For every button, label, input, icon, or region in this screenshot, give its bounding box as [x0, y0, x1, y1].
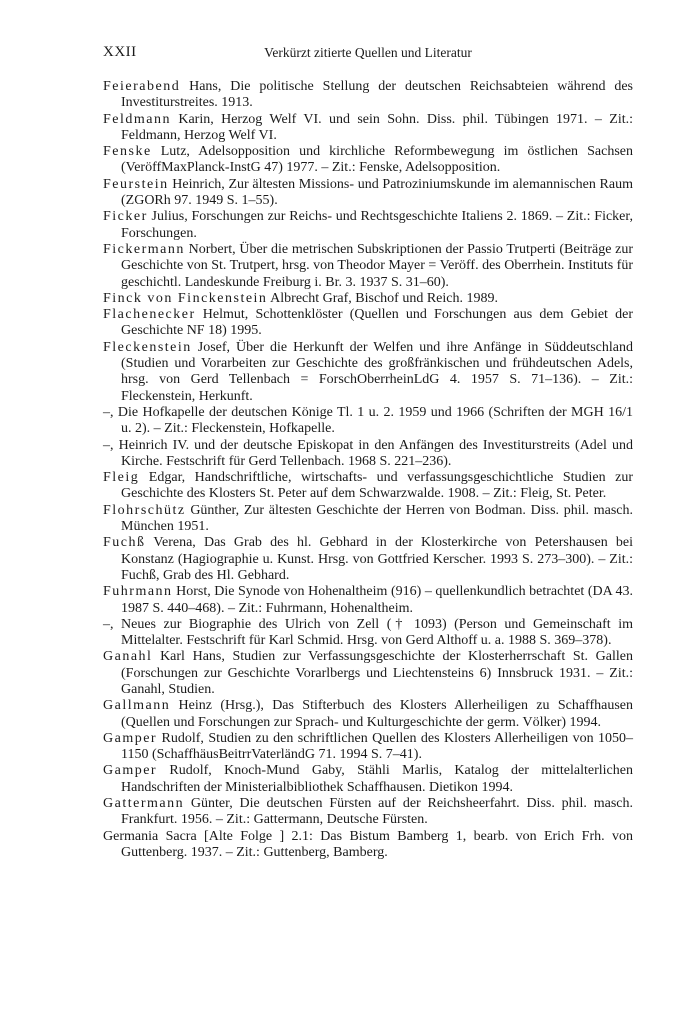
author-dash: –: [103, 616, 110, 632]
author-name: Germania Sacra: [103, 828, 197, 844]
entry-text: , Die Hofkapelle der deutschen Könige Tl. 1 u. 2. 1959 und 1966 (Schriften der MGH 16/1 u. 2). – Zit.: Fleckenstein, Hofkapelle.: [110, 404, 633, 437]
author-name: Feldmann: [103, 111, 171, 127]
bibliography-entry: [103, 79, 633, 112]
bibliography-entry: [103, 144, 633, 177]
running-title: Verkürzt zitierte Quellen und Literatur: [264, 45, 472, 60]
bibliography-list: [103, 79, 633, 861]
author-name: Fleig: [103, 470, 140, 486]
entry-text: Rudolf, Knoch-Mund Gaby, Stähli Marlis, Katalog der mittelalterlichen Handschriften der Ministerialbibliothek Schaffhausen. Dietikon 1994.: [121, 763, 633, 795]
bibliography-entry: [103, 307, 633, 340]
entry-text: Heinz (Hrsg.), Das Stifterbuch des Klosters Allerheiligen zu Schaffhausen (Quellen und Forschungen zur Sprach- und Kulturgeschichte der germ. Völker) 1994.: [121, 698, 633, 730]
author-name: Feurstein: [103, 176, 169, 192]
author-name: Ganahl: [103, 649, 153, 665]
author-name: Fickermann: [103, 241, 185, 257]
author-name: Fuchß: [103, 535, 146, 551]
author-name: Flohrschütz: [103, 502, 186, 518]
page-number: XXII: [103, 44, 137, 60]
bibliography-entry: [103, 617, 633, 650]
author-name: Gallmann: [103, 698, 171, 714]
author-dash: –: [103, 404, 110, 420]
bibliography-entry: [103, 209, 633, 242]
entry-text: Günther, Zur ältesten Geschichte der Herren von Bodman. Diss. phil. masch. München 1951.: [121, 502, 633, 535]
entry-text: Verena, Das Grab des hl. Gebhard in der Klosterkirche von Petershausen bei Konstanz (Hagiographie u. Kunst. Hrsg. von Gottfried Kerscher. 1993 S. 273–300). – Zit.: Fuchß, Grab des Hl. Gebhard.: [121, 535, 633, 583]
entry-text: Rudolf, Studien zu den schriftlichen Quellen des Klosters Allerheiligen von 1050–1150 (SchaffhäusBeitrrVaterländG 71. 1994 S. 7–41).: [121, 730, 633, 763]
entry-text: Heinrich, Zur ältesten Missions- und Patroziniumskunde im alemannischen Raum (ZGORh 97. 1949 S. 1–55).: [121, 176, 633, 209]
author-name: Fleckenstein: [103, 339, 192, 355]
author-name: Fenske: [103, 144, 152, 160]
entry-text: , Neues zur Biographie des Ulrich von Zell († 1093) (Person und Gemeinschaft im Mittelalter. Festschrift für Karl Schmid. Hrsg. von Gerd Althoff u. a. 1988 S. 369–378).: [110, 616, 633, 649]
page-header: [103, 44, 633, 66]
bibliography-entry: [103, 503, 633, 536]
author-name: Fuhrmann: [103, 584, 173, 600]
bibliography-entry: [103, 763, 633, 796]
bibliography-entry: [103, 291, 633, 307]
author-name: Feierabend: [103, 79, 181, 94]
bibliography-entry: [103, 177, 633, 210]
bibliography-entry: [103, 731, 633, 764]
author-name: Flachenecker: [103, 307, 196, 323]
entry-text: Karl Hans, Studien zur Verfassungsgeschichte der Klosterherrschaft St. Gallen (Forschungen zur Geschichte Vorarlbergs und Liechtensteins 6) Innsbruck 1931. – Zit.: Ganahl, Studien.: [121, 649, 633, 697]
bibliography-entry: [103, 438, 633, 471]
author-dash: –: [103, 437, 110, 453]
author-name: Ficker: [103, 209, 148, 225]
entry-text: Hans, Die politische Stellung der deutschen Reichsabteien während des Investiturstreites. 1913.: [121, 79, 633, 111]
bibliography-entry: [103, 649, 633, 698]
entry-text: Norbert, Über die metrischen Subskriptionen der Passio Trutperti (Beiträge zur Geschichte von St. Trutpert, hrsg. von Theodor Mayer = Veröff. des Oberrhein. Instituts für geschichtl. Landeskunde Freiburg i. Br. 3. 1937 S. 31–60).: [121, 241, 633, 290]
bibliography-entry: [103, 112, 633, 145]
author-name: Gamper: [103, 730, 158, 746]
entry-text: Günter, Die deutschen Fürsten auf der Reichsheerfahrt. Diss. phil. masch. Frankfurt. 1956. – Zit.: Gattermann, Deutsche Fürsten.: [121, 796, 633, 828]
bibliography-entry: [103, 829, 633, 862]
entry-text: [Alte Folge ] 2.1: Das Bistum Bamberg 1, bearb. von Erich Frh. von Guttenberg. 1937. – Zit.: Guttenberg, Bamberg.: [121, 828, 633, 860]
author-name: Gamper: [103, 763, 158, 779]
author-name: Finck von Finckenstein: [103, 290, 268, 306]
bibliography-entry: [103, 796, 633, 829]
bibliography-entry: [103, 535, 633, 584]
entry-text: Lutz, Adelsopposition und kirchliche Reformbewegung im östlichen Sachsen (VeröffMaxPlanck-InstG 47) 1977. – Zit.: Fenske, Adelsopposition.: [121, 144, 633, 176]
entry-text: Julius, Forschungen zur Reichs- und Rechtsgeschichte Italiens 2. 1869. – Zit.: Ficker, Forschungen.: [121, 209, 633, 241]
entry-text: Albrecht Graf, Bischof und Reich. 1989.: [267, 290, 498, 306]
author-name: Gattermann: [103, 796, 185, 812]
entry-text: Horst, Die Synode von Hohenaltheim (916) – quellenkundlich betrachtet (DA 43. 1987 S. 440–468). – Zit.: Fuhrmann, Hohenaltheim.: [121, 584, 633, 616]
entry-text: Josef, Über die Herkunft der Welfen und ihre Anfänge in Süddeutschland (Studien und Vorarbeiten zur Geschichte des großfränkischen und frühdeutschen Adels, hrsg. von Gerd Tellenbach = ForschOberrheinLdG 4. 1957 S. 71–136). – Zit.: Fleckenstein, Herkunft.: [121, 339, 633, 404]
entry-text: Karin, Herzog Welf VI. und sein Sohn. Diss. phil. Tübingen 1971. – Zit.: Feldmann, Herzog Welf VI.: [121, 111, 633, 143]
entry-text: , Heinrich IV. und der deutsche Episkopat in den Anfängen des Investiturstreits (Adel und Kirche. Festschrift für Gerd Tellenbach. 1968 S. 221–236).: [110, 437, 633, 469]
bibliography-entry: [103, 340, 633, 405]
bibliography-entry: [103, 470, 633, 503]
entry-text: Edgar, Handschriftliche, wirtschafts- und verfassungsgeschichtliche Studien zur Geschichte des Klosters St. Peter auf dem Schwarzwalde. 1908. – Zit.: Fleig, St. Peter.: [121, 470, 633, 502]
entry-text: Helmut, Schottenklöster (Quellen und Forschungen aus dem Gebiet der Geschichte NF 18) 1995.: [121, 307, 633, 339]
bibliography-entry: [103, 405, 633, 438]
bibliography-entry: [103, 698, 633, 731]
bibliography-entry: [103, 584, 633, 617]
bibliography-entry: [103, 242, 633, 291]
